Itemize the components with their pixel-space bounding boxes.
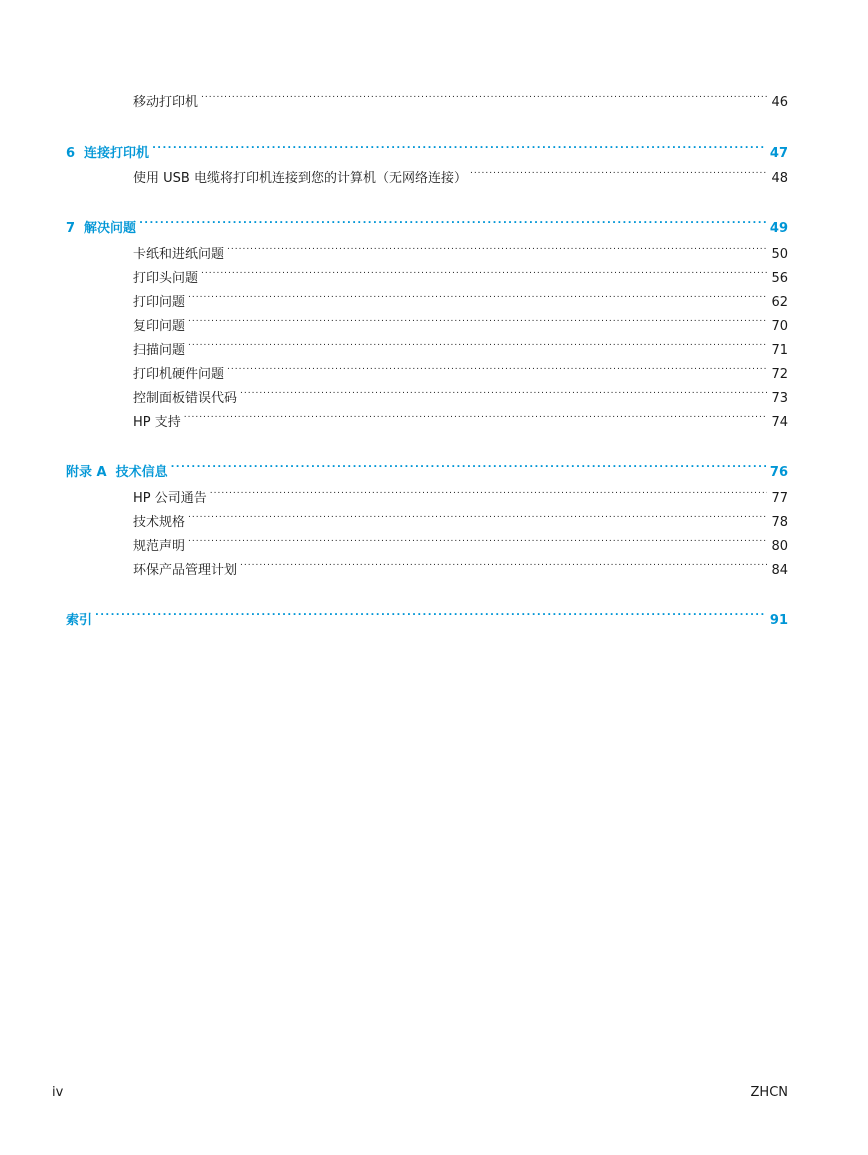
toc-entry[interactable] bbox=[133, 288, 788, 312]
dot-leader bbox=[240, 384, 767, 402]
toc-entry-page: 50 bbox=[771, 247, 788, 262]
toc-entry-page: 71 bbox=[771, 343, 788, 358]
toc-entry[interactable] bbox=[133, 556, 788, 580]
chapter-page: 49 bbox=[769, 221, 788, 236]
toc-entry-title: 打印问题 bbox=[133, 295, 186, 310]
chapter-number: 附录 A bbox=[66, 465, 107, 480]
chapter-number: 7 bbox=[66, 221, 76, 236]
dot-leader bbox=[470, 164, 768, 182]
dot-leader bbox=[227, 240, 767, 258]
toc-chapter[interactable] bbox=[66, 606, 788, 630]
chapter-title: 解决问题 bbox=[84, 221, 137, 236]
locale-code: ZHCN bbox=[750, 1085, 788, 1100]
dot-leader bbox=[188, 336, 767, 354]
toc-entry[interactable] bbox=[133, 508, 788, 532]
dot-leader bbox=[188, 508, 767, 526]
toc-entry-title: 控制面板错误代码 bbox=[133, 391, 238, 406]
toc-entry-title: 打印机硬件问题 bbox=[133, 367, 225, 382]
toc-entry-title: 环保产品管理计划 bbox=[133, 563, 238, 578]
dot-leader bbox=[188, 288, 767, 306]
toc-entry-title: HP 公司通告 bbox=[133, 491, 207, 506]
toc-entry-title: 卡纸和进纸问题 bbox=[133, 247, 225, 262]
chapter-number: 6 bbox=[66, 146, 76, 161]
chapter-title: 技术信息 bbox=[115, 465, 168, 480]
toc-entry-page: 80 bbox=[771, 539, 788, 554]
dot-leader bbox=[184, 408, 768, 426]
toc-entry-page: 84 bbox=[771, 563, 788, 578]
toc-entry-page: 73 bbox=[771, 391, 788, 406]
toc-entry-page: 78 bbox=[771, 515, 788, 530]
dot-leader bbox=[227, 360, 767, 378]
toc-entry-title: 使用 USB 电缆将打印机连接到您的计算机（无网络连接） bbox=[133, 171, 467, 186]
toc-entry-title: HP 支持 bbox=[133, 415, 181, 430]
dot-leader bbox=[188, 312, 767, 330]
toc-chapter[interactable] bbox=[66, 214, 788, 238]
toc-chapter[interactable] bbox=[66, 139, 788, 163]
toc-entry-page: 74 bbox=[771, 415, 788, 430]
toc-entry[interactable] bbox=[133, 408, 788, 432]
chapter-title: 连接打印机 bbox=[84, 146, 150, 161]
toc-entry-title: 打印头问题 bbox=[133, 271, 199, 286]
toc-entry[interactable] bbox=[133, 240, 788, 264]
dot-leader bbox=[171, 458, 766, 476]
toc-chapter[interactable] bbox=[66, 458, 788, 482]
toc-entry[interactable] bbox=[133, 164, 788, 188]
toc-entry-page: 62 bbox=[771, 295, 788, 310]
toc-entry-page: 70 bbox=[771, 319, 788, 334]
toc-entry[interactable] bbox=[133, 312, 788, 336]
dot-leader bbox=[152, 139, 766, 157]
toc-entry-title: 移动打印机 bbox=[133, 95, 199, 110]
toc-entry[interactable] bbox=[133, 384, 788, 408]
dot-leader bbox=[188, 532, 767, 550]
chapter-page: 47 bbox=[769, 146, 788, 161]
toc-entry-title: 扫描问题 bbox=[133, 343, 186, 358]
dot-leader bbox=[201, 264, 767, 282]
dot-leader bbox=[210, 484, 768, 502]
chapter-title: 索引 bbox=[66, 613, 93, 628]
toc-entry-page: 46 bbox=[771, 95, 788, 110]
toc-entry[interactable] bbox=[133, 336, 788, 360]
dot-leader bbox=[201, 88, 767, 106]
toc-entry[interactable] bbox=[133, 264, 788, 288]
chapter-page: 91 bbox=[769, 613, 788, 628]
toc-entry[interactable] bbox=[133, 88, 788, 112]
toc-entry[interactable] bbox=[133, 484, 788, 508]
toc-entry[interactable] bbox=[133, 360, 788, 384]
toc-entry-page: 56 bbox=[771, 271, 788, 286]
page-number: iv bbox=[52, 1085, 64, 1100]
toc-entry-page: 77 bbox=[771, 491, 788, 506]
toc-entry-title: 复印问题 bbox=[133, 319, 186, 334]
toc-entry-title: 规范声明 bbox=[133, 539, 186, 554]
dot-leader bbox=[95, 606, 766, 624]
toc-entry-page: 72 bbox=[771, 367, 788, 382]
dot-leader bbox=[240, 556, 767, 574]
toc-entry[interactable] bbox=[133, 532, 788, 556]
chapter-page: 76 bbox=[769, 465, 788, 480]
toc-entry-page: 48 bbox=[771, 171, 788, 186]
toc-entry-title: 技术规格 bbox=[133, 515, 186, 530]
dot-leader bbox=[139, 214, 766, 232]
